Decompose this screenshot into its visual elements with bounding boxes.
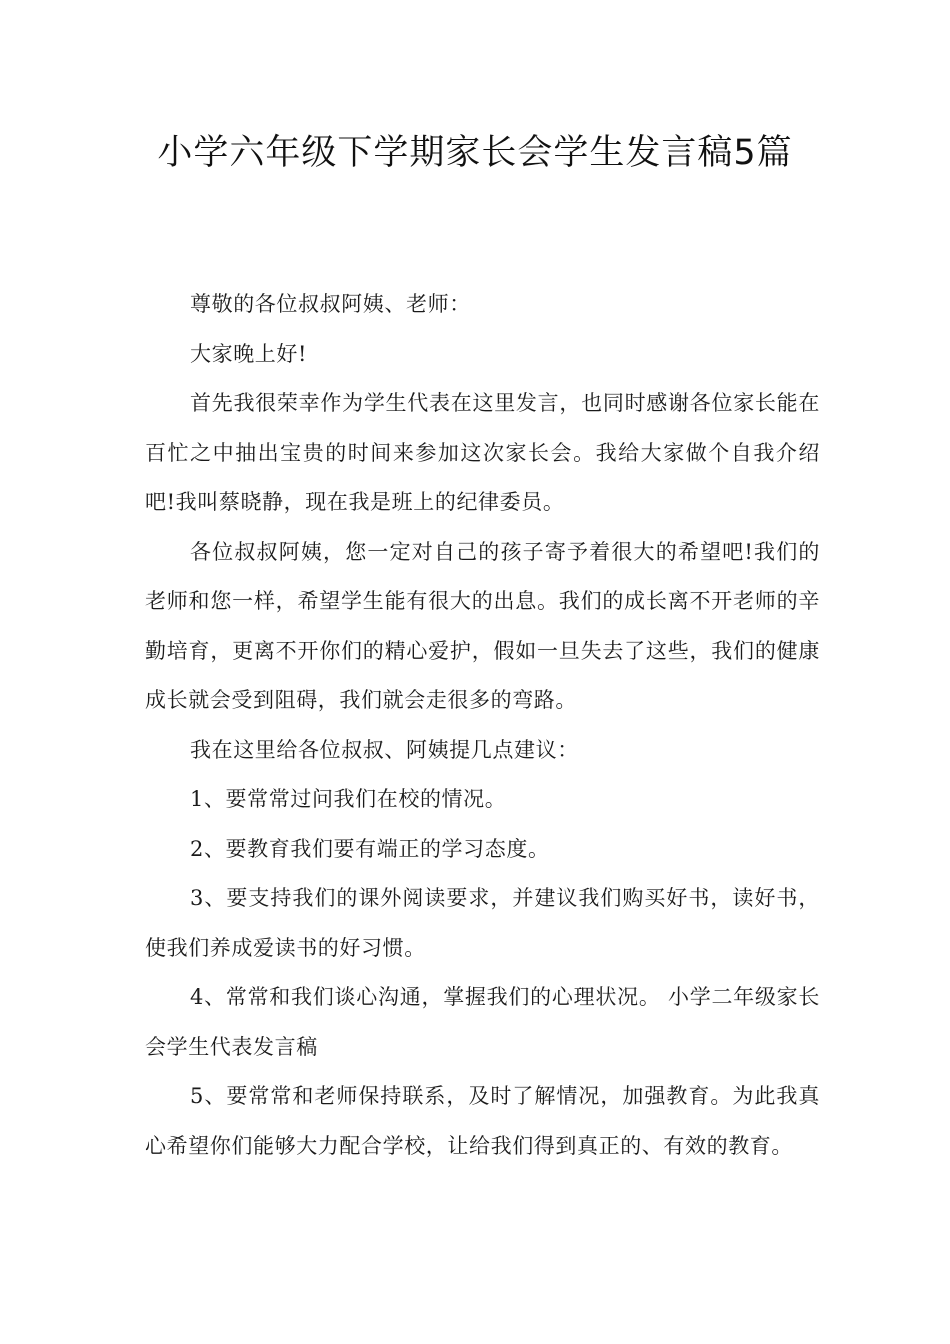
document-title: 小学六年级下学期家长会学生发言稿5篇 (157, 133, 793, 173)
list-item-suggestion-2: 2、要教育我们要有端正的学习态度。 (190, 836, 550, 861)
paragraph-suggestions-intro: 我在这里给各位叔叔、阿姨提几点建议： (190, 737, 579, 762)
paragraph-greeting: 尊敬的各位叔叔阿姨、老师： (190, 292, 471, 316)
paragraph-good-evening: 大家晚上好! (190, 341, 308, 366)
paragraph-expectations: 各位叔叔阿姨，您一定对自己的孩子寄予着很大的希望吧!我们的老师和您一样，希望学生能有很大的出息。我们的成长离不开老师的辛勤培育，更离不开你们的精心爱护，假如一旦失去了这些，我们的健康成长就会受到阻碍，我们就会走很多的弯路。 (145, 539, 820, 712)
document-body (145, 280, 820, 1171)
list-item-suggestion-1: 1、要常常过问我们在校的情况。 (190, 787, 507, 811)
list-item-suggestion-5: 5、要常常和老师保持联系，及时了解情况，加强教育。为此我真心希望你们能够大力配合学校，让给我们得到真正的、有效的教育。 (145, 1084, 820, 1158)
paragraph-introduction: 首先我很荣幸作为学生代表在这里发言，也同时感谢各位家长能在百忙之中抽出宝贵的时间来参加这次家长会。我给大家做个自我介绍吧!我叫蔡晓静，现在我是班上的纪律委员。 (145, 391, 820, 514)
list-item-suggestion-3: 3、要支持我们的课外阅读要求，并建议我们购买好书，读好书，使我们养成爱读书的好习惯。 (145, 886, 820, 960)
list-item-suggestion-4: 4、常常和我们谈心沟通，掌握我们的心理状况。 小学二年级家长会学生代表发言稿 (145, 985, 820, 1059)
